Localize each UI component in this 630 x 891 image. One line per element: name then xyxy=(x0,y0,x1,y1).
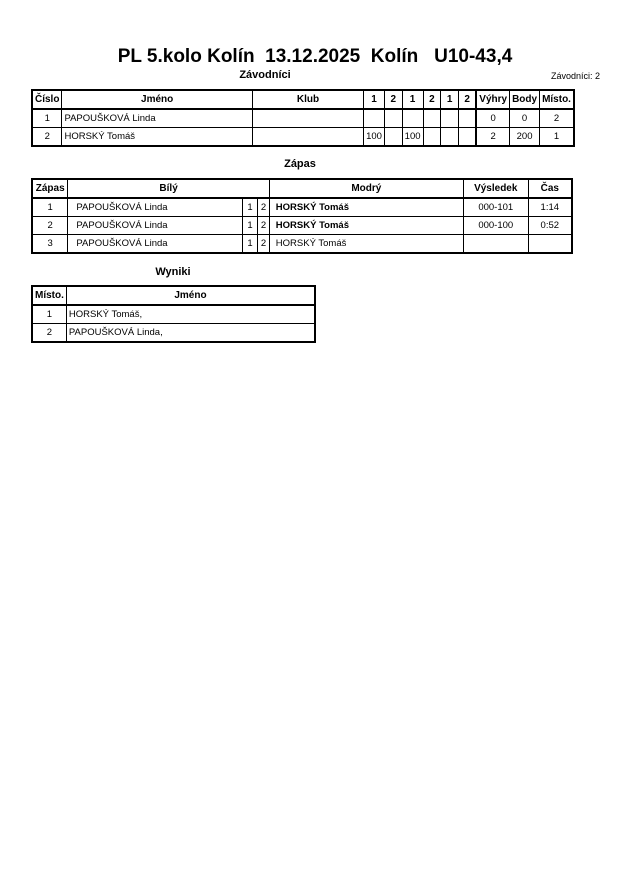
round-score xyxy=(402,109,423,128)
col-club-header: Klub xyxy=(252,90,363,109)
match-time xyxy=(528,235,572,254)
table-row xyxy=(32,324,315,343)
col-round-header: 1 xyxy=(364,90,385,109)
result-place: 1 xyxy=(32,305,66,324)
round-score xyxy=(441,109,459,128)
competitor-place: 1 xyxy=(540,128,574,147)
competitor-points: 0 xyxy=(510,109,540,128)
round-score xyxy=(423,128,441,147)
white-competitor: PAPOUŠKOVÁ Linda xyxy=(68,217,242,235)
match-number: 3 xyxy=(32,235,68,254)
col-name-header: Jméno xyxy=(62,90,252,109)
col-place-header: Místo. xyxy=(32,286,66,305)
competitors-header-row xyxy=(32,90,574,109)
round-score xyxy=(384,109,402,128)
competitors-count: Závodníci: 2 xyxy=(550,71,600,81)
match-result: 000-101 xyxy=(463,198,528,217)
col-round-header: 2 xyxy=(384,90,402,109)
match-result: 000-100 xyxy=(463,217,528,235)
competitor-club xyxy=(252,109,363,128)
competitor-place: 2 xyxy=(540,109,574,128)
table-row xyxy=(32,235,572,254)
competitor-name: PAPOUŠKOVÁ Linda xyxy=(62,109,252,128)
round-score xyxy=(458,128,476,147)
round-score xyxy=(364,109,385,128)
col-result-header: Výsledek xyxy=(463,179,528,198)
table-row xyxy=(32,128,574,147)
match-time: 1:14 xyxy=(528,198,572,217)
round-score xyxy=(458,109,476,128)
table-row xyxy=(32,217,572,235)
white-mark: 1 xyxy=(242,235,258,254)
table-row xyxy=(32,198,572,217)
white-mark: 1 xyxy=(242,198,258,217)
col-round-header: 2 xyxy=(458,90,476,109)
results-section-title: Wyniki xyxy=(155,266,191,278)
result-name: PAPOUŠKOVÁ Linda, xyxy=(66,324,315,343)
white-mark: 2 xyxy=(258,198,269,217)
matches-table xyxy=(31,178,573,254)
results-table xyxy=(31,285,316,343)
round-score: 100 xyxy=(364,128,385,147)
col-match-header: Zápas xyxy=(32,179,68,198)
match-number: 1 xyxy=(32,198,68,217)
col-number-header: Číslo xyxy=(32,90,62,109)
competitor-name: HORSKÝ Tomáš xyxy=(62,128,252,147)
col-wins-header: Výhry xyxy=(476,90,509,109)
page-title: PL 5.kolo Kolín 13.12.2025 Kolín U10-43,4 xyxy=(117,46,513,67)
result-name: HORSKÝ Tomáš, xyxy=(66,305,315,324)
col-points-header: Body xyxy=(510,90,540,109)
round-score xyxy=(423,109,441,128)
match-time: 0:52 xyxy=(528,217,572,235)
competitor-wins: 0 xyxy=(476,109,509,128)
results-header-row xyxy=(32,286,315,305)
round-score: 100 xyxy=(402,128,423,147)
competitor-number: 2 xyxy=(32,128,62,147)
round-score xyxy=(441,128,459,147)
matches-section-title: Zápas xyxy=(284,158,316,170)
result-place: 2 xyxy=(32,324,66,343)
round-score xyxy=(384,128,402,147)
match-number: 2 xyxy=(32,217,68,235)
competitor-points: 200 xyxy=(510,128,540,147)
white-competitor: PAPOUŠKOVÁ Linda xyxy=(68,235,242,254)
competitor-club xyxy=(252,128,363,147)
blue-competitor: HORSKÝ Tomáš xyxy=(269,217,463,235)
col-round-header: 2 xyxy=(423,90,441,109)
match-result xyxy=(463,235,528,254)
blue-competitor: HORSKÝ Tomáš xyxy=(269,198,463,217)
col-time-header: Čas xyxy=(528,179,572,198)
white-mark: 1 xyxy=(242,217,258,235)
competitors-table xyxy=(31,89,575,147)
col-name-header: Jméno xyxy=(66,286,315,305)
col-round-header: 1 xyxy=(441,90,459,109)
col-blue-header: Modrý xyxy=(269,179,463,198)
white-competitor: PAPOUŠKOVÁ Linda xyxy=(68,198,242,217)
col-white-header: Bílý xyxy=(68,179,269,198)
matches-header-row xyxy=(32,179,572,198)
col-round-header: 1 xyxy=(402,90,423,109)
competitor-wins: 2 xyxy=(476,128,509,147)
white-mark: 2 xyxy=(258,235,269,254)
competitors-section-title: Závodníci xyxy=(239,69,291,81)
competitor-number: 1 xyxy=(32,109,62,128)
blue-competitor: HORSKÝ Tomáš xyxy=(269,235,463,254)
white-mark: 2 xyxy=(258,217,269,235)
table-row xyxy=(32,109,574,128)
table-row xyxy=(32,305,315,324)
col-place-header: Místo. xyxy=(540,90,574,109)
